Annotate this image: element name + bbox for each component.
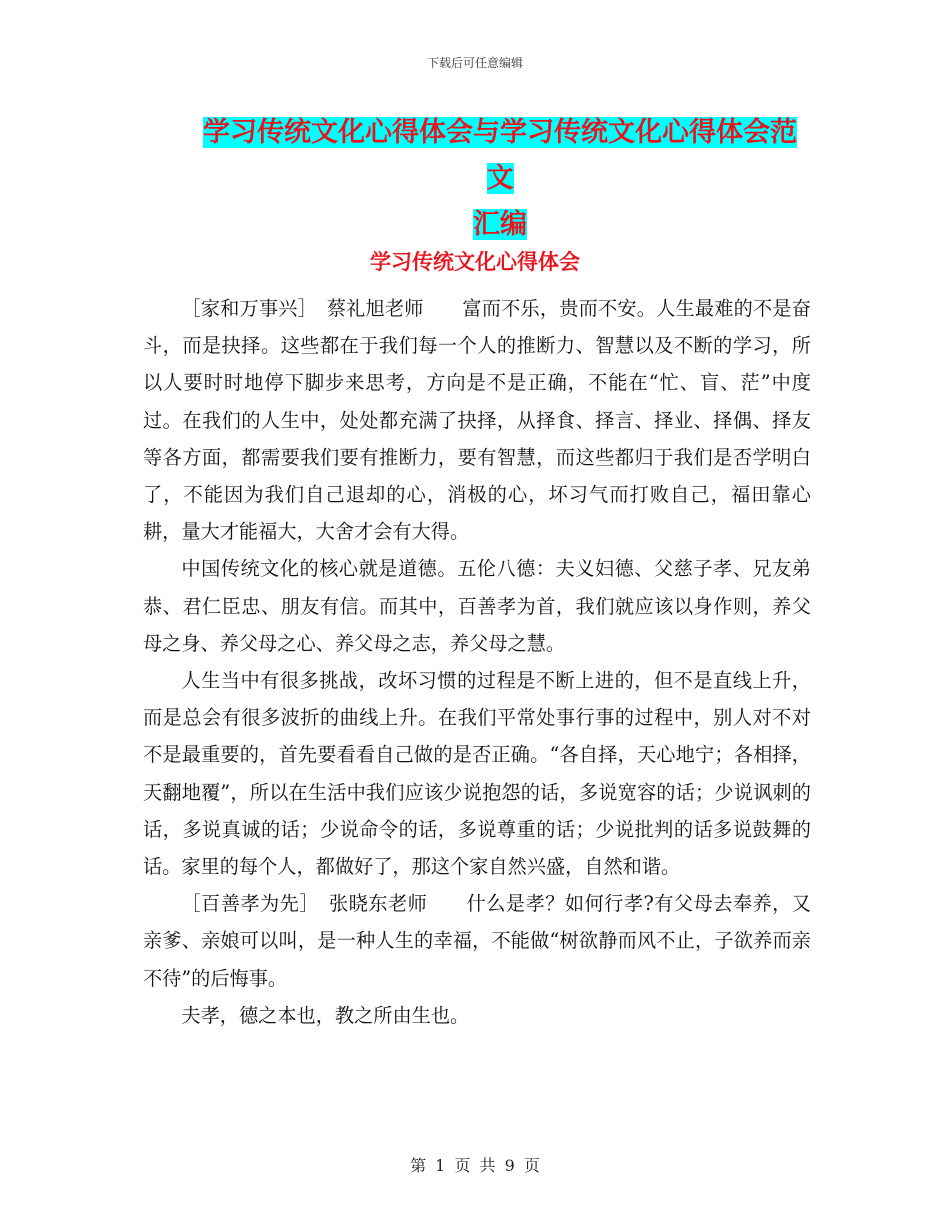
document-title-line2: 汇编 (473, 209, 527, 240)
document-title (190, 110, 810, 248)
paragraph: ［家和万事兴］ 蔡礼旭老师 富而不乐，贵而不安。人生最难的不是奋斗，而是抉择。这些都在于我们每一个人的推断力、智慧以及不断的学习，所以人要时时地停下脚步来思考，方向是不是正确，不能在“忙、盲、茫”中度过。在我们的人生中，处处都充满了抉择，从择食、择言、择业、择偶、择友等各方面，都需要我们要有推断力，要有智慧，而这些都归于我们是否学明白了，不能因为我们自己退却的心，消极的心，坏习气而打败自己，福田靠心耕，量大才能福大，大舍才会有大得。 (143, 297, 811, 544)
header-note: 下载后可任意编辑 (426, 56, 523, 70)
paragraph: 夫孝，德之本也，教之所由生也。 (181, 1003, 470, 1027)
page-footer: 第 1 页 共 9 页 (410, 1156, 540, 1175)
paragraph: 中国传统文化的核心就是道德。五伦八德：夫义妇德、父慈子孝、兄友弟恭、君仁臣忠、朋友有信。而其中，百善孝为首，我们就应该以身作则，养父母之身、养父母之心、养父母之志，养父母之慧。 (143, 557, 811, 655)
document-title-line1: 学习传统文化心得体会与学习传统文化心得体会范文 (203, 117, 797, 194)
body-text (143, 290, 811, 1034)
section-title: 学习传统文化心得体会 (370, 250, 580, 274)
paragraph: 人生当中有很多挑战，改坏习惯的过程是不断上进的，但不是直线上升，而是总会有很多波折的曲线上升。在我们平常处事行事的过程中，别人对不对不是最重要的，首先要看看自己做的是否正确。“各自择，天心地宁；各相择，天翻地覆”，所以在生活中我们应该少说抱怨的话，多说宽容的话；少说讽刺的话，多说真诚的话；少说命令的话，多说尊重的话；少说批判的话多说鼓舞的话。家里的每个人，都做好了，那这个家自然兴盛，自然和谐。 (143, 669, 811, 879)
paragraph: ［百善孝为先］ 张晓东老师 什么是孝？如何行孝?有父母去奉养，又亲爹、亲娘可以叫，是一种人生的幸福，不能做“树欲静而风不止，子欲养而亲不待”的后悔事。 (143, 892, 811, 990)
